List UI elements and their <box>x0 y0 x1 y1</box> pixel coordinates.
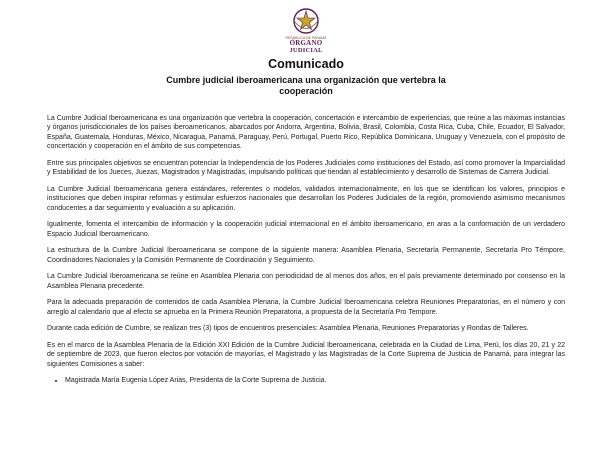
paragraph: Es en el marco de la Asamblea Plenaria de la Edición XXI Edición de la Cumbre Judicial Iberoamericana, celebrada en la Ciudad de Lima, Perú, los días 20, 21 y 22 de septiembre de 2023, que fueron electos por votación de mayorías, el Magistrado y las Magistradas de la Corte Suprema de Justicia de Panamá, para integrar las siguientes Comisiones a saber: <box>47 341 565 368</box>
logo-small-text: REPÚBLICA DE PANAMÁ <box>285 36 327 40</box>
commission-list <box>47 376 565 385</box>
coat-of-arms-icon <box>291 6 321 36</box>
paragraph: Igualmente, fomenta el intercambio de información y la cooperación judicial internacional en el ámbito iberoamericano, en aras a la conformación de un verdadero Espacio Judicial Iberoamericano. <box>47 221 565 238</box>
list-item: • Magistrada María Eugenia López Arias, Presidenta de la Corte Suprema de Justicia. <box>65 376 565 385</box>
paragraph: La estructura de la Cumbre Judicial Iberoamericana se compone de la siguiente manera: Asamblea Plenaria, Secretaría Permanente, Secretaría Pro Témpore, Coordinadores Nacionales y la Comisión Permanente de Coordinación y Seguimiento. <box>47 247 565 264</box>
logo-text-organo: ÓRGANO <box>289 39 323 47</box>
paragraph: Para la adecuada preparación de contenidos de cada Asamblea Plenaria, la Cumbre Judicial Iberoamericana celebra Reuniones Preparatorias, en el número y con arreglo al calendario que al efecto se aprueba en la Primera Reunión Preparatoria, a propuesta de la Secretaría Pro Tempore. <box>47 299 565 316</box>
paragraph: Durante cada edición de Cumbre, se realizan tres (3) tipos de encuentros presenciales: Asamblea Plenaria, Reuniones Preparatorias y Rondas de Talleres. <box>47 325 529 333</box>
page-title: Comunicado <box>268 57 344 71</box>
logo-text-judicial: JUDICIAL <box>289 47 323 54</box>
organo-judicial-logo <box>276 6 336 60</box>
paragraph: La Cumbre Judicial Iberoamericana genera estándares, referentes o modelos, validados internacionalmente, en los que se identifican los valores, principios e instituciones que deben inspirar reformas y estimular esfuerzos nacionales que desarrollan los Poderes Judiciales de la región, promoviendo asimismo mecanismos conducentes a dar seguimiento y evaluación a su aplicación. <box>47 185 565 212</box>
paragraph: La Cumbre Judicial Iberoamericana se reúne en Asamblea Plenaria con periodicidad de al menos dos años, en el país previamente determinado por consenso en la Asamblea Plenaria precedente. <box>47 273 565 290</box>
paragraph: La Cumbre Judicial Iberoamericana es una organización que vertebra la cooperación, concertación e intercambio de experiencias, que reúne a las máximas instancias y órganos jurisdiccionales de los países iberoamericanos, abarcados por Andorra, Argentina, Bolivia, Brasil, Colombia, Costa Rica, Cuba, Chile, Ecuador, El Salvador, España, Guatemala, Honduras, México, Nicaragua, Panamá, Paraguay, Perú, Portugal, Puerto Rico, República Dominicana, Uruguay y Venezuela, con el propósito de concertación y cooperación en el ámbito de sus competencias. <box>47 115 565 151</box>
page-subtitle: Cumbre judicial iberoamericana una organización que vertebra la cooperación <box>166 75 446 96</box>
paragraph: Entre sus principales objetivos se encuentran potenciar la Independencia de los Poderes Judiciales como instituciones del Estado, así como promover la Imparcialidad y Estabilidad de los Jueces, Juezas, Magistrados y Magistradas, impulsando políticas que tiendan al establecimiento y desarrollo de Sistemas de Carrera Judicial. <box>47 159 565 177</box>
communique-body <box>47 114 565 386</box>
